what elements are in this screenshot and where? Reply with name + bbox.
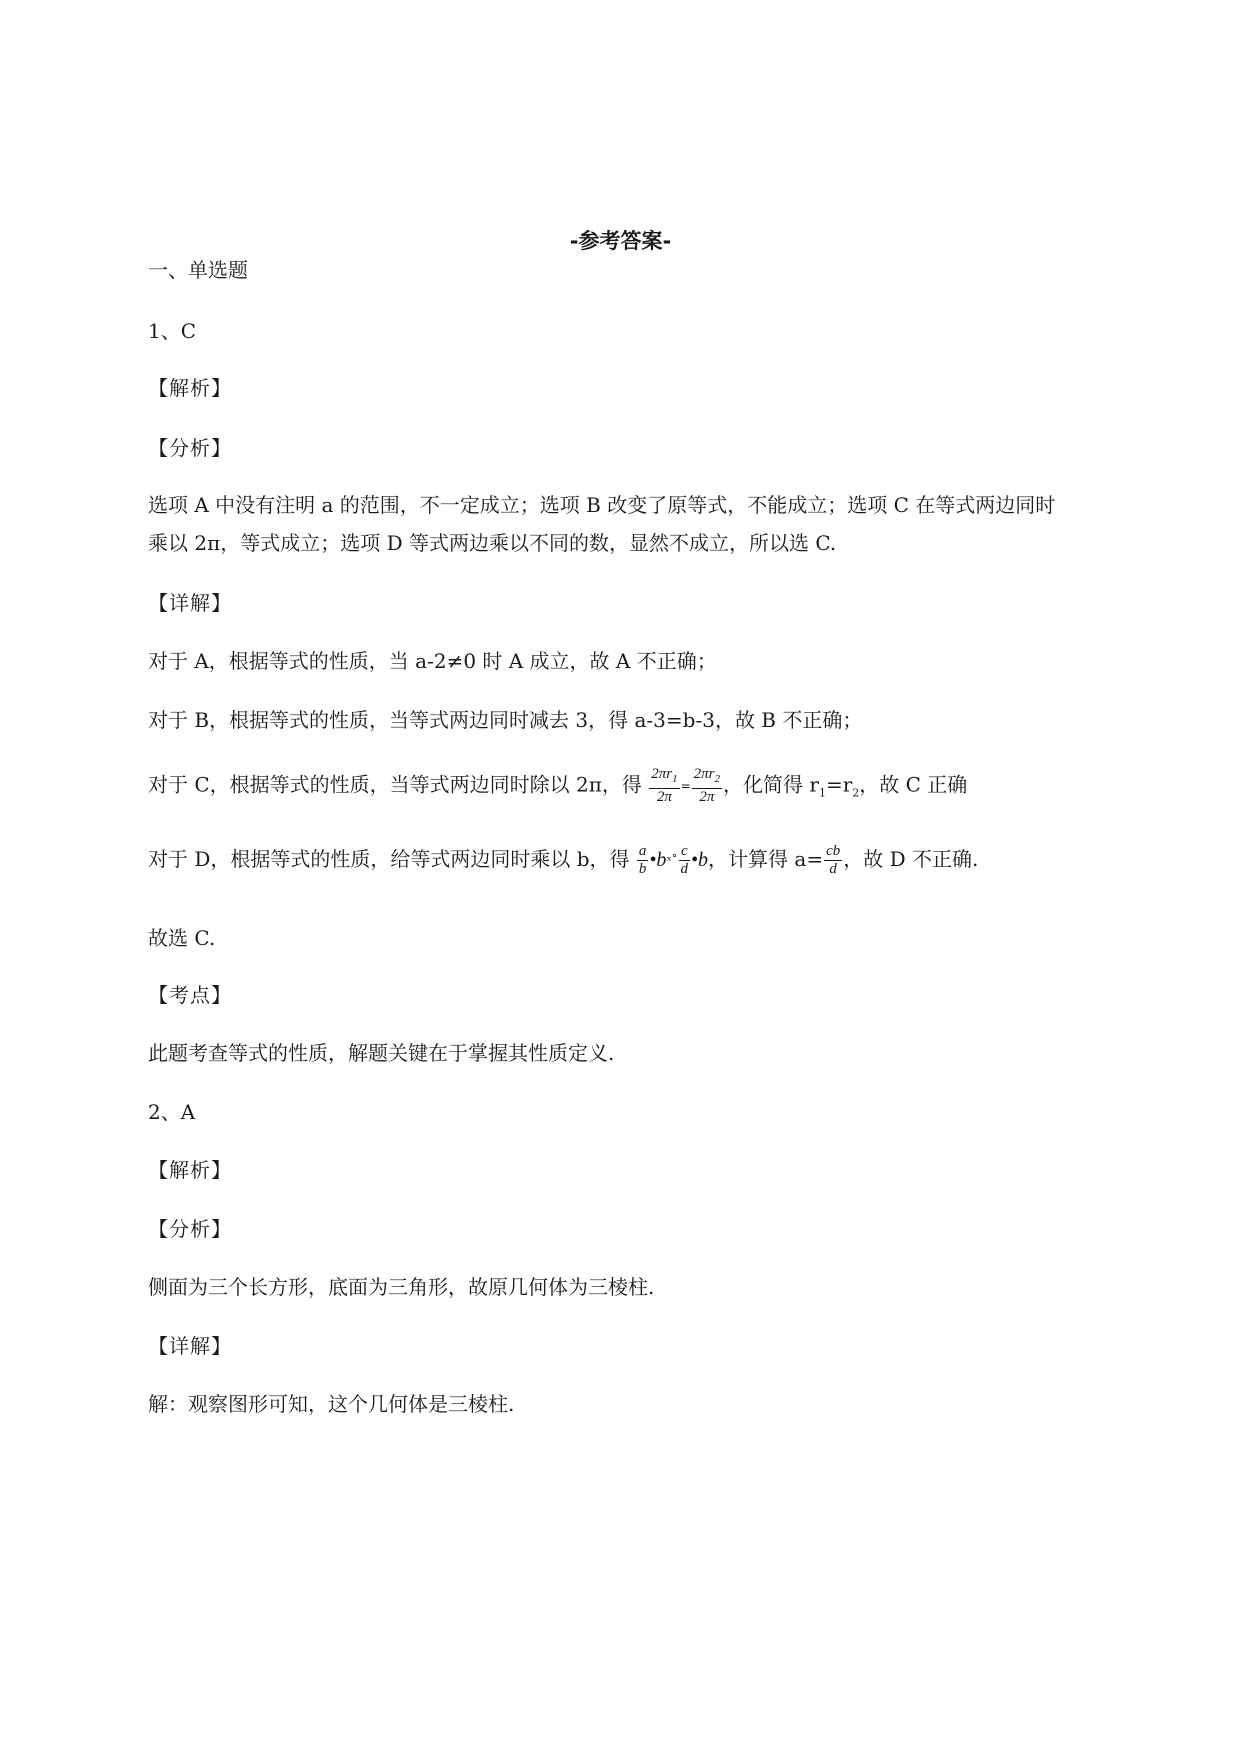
q1-xiangjie-label: 【详解】 (148, 591, 232, 615)
detail-d-suffix: ，故 D 不正确. (843, 847, 979, 871)
fraction-a-over-b (637, 843, 649, 878)
q1-detail-d (148, 843, 978, 878)
dot-b-2: •b (691, 849, 709, 871)
fraction-cb-over-d (824, 843, 842, 878)
frac-cb-denominator: d (829, 861, 837, 877)
q2-xiangjie-label: 【详解】 (148, 1334, 232, 1358)
q1-detail-c (148, 766, 967, 807)
detail-d-middle: ，计算得 a= (708, 847, 824, 871)
q2-detail: 解：观察图形可知，这个几何体是三棱柱. (148, 1392, 515, 1416)
frac2-numerator: 2πr (693, 766, 715, 782)
frac-a-denominator: b (638, 861, 647, 877)
frac-a-numerator: a (638, 843, 647, 859)
q2-fenxi-label: 【分析】 (148, 1217, 232, 1241)
q2-jiexi-label: 【解析】 (148, 1158, 232, 1182)
frac1-numerator: 2πr (651, 766, 673, 782)
q1-conclusion: 故选 C. (148, 926, 216, 950)
mid-symbol: ˣ˚ (666, 853, 678, 868)
dot-b-1: •b (649, 849, 667, 871)
detail-c-middle: ，化简得 r (723, 772, 819, 797)
frac1-numerator-sub: 1 (672, 773, 678, 785)
frac-c-numerator: c (679, 843, 691, 861)
r2-subscript: 2 (852, 786, 860, 800)
q1-detail-a: 对于 A，根据等式的性质，当 a-2≠0 时 A 成立，故 A 不正确； (148, 649, 717, 673)
q1-jiexi-label: 【解析】 (148, 376, 232, 400)
r1-subscript: 1 (818, 786, 826, 800)
q1-analysis-line1: 选项 A 中没有注明 a 的范围，不一定成立；选项 B 改变了原等式，不能成立；选项 C 在等式两边同时 (148, 493, 1056, 517)
frac2-numerator-sub: 2 (714, 773, 721, 785)
q2-analysis: 侧面为三个长方形，底面为三角形，故原几何体为三棱柱. (148, 1275, 655, 1299)
equals-sign: = (680, 779, 691, 793)
q1-number-answer: 1、C (148, 319, 197, 343)
fraction-2pir2-over-2pi (692, 766, 722, 806)
page-title: -参考答案- (569, 229, 672, 253)
frac-cb-numerator: cb (826, 843, 841, 859)
frac1-denominator: 2π (656, 789, 672, 805)
q1-detail-b: 对于 B，根据等式的性质，当等式两边同时减去 3，得 a-3=b-3，故 B 不正确； (148, 708, 863, 732)
q1-analysis-line2: 乘以 2π，等式成立；选项 D 等式两边乘以不同的数，显然不成立，所以选 C. (148, 531, 837, 555)
detail-c-suffix: ，故 C 正确 (859, 772, 968, 797)
detail-c-eq2: =r (825, 772, 853, 797)
section-heading-single-choice: 一、单选题 (148, 258, 248, 282)
frac-c-denominator: d (680, 861, 689, 877)
detail-c-prefix: 对于 C，根据等式的性质，当等式两边同时除以 2π，得 (148, 772, 642, 797)
q1-point: 此题考查等式的性质，解题关键在于掌握其性质定义. (148, 1041, 615, 1065)
frac2-denominator: 2π (699, 789, 715, 805)
detail-d-prefix: 对于 D，根据等式的性质，给等式两边同时乘以 b，得 (148, 847, 630, 871)
fraction-2pir1-over-2pi (649, 766, 679, 806)
q1-kaodian-label: 【考点】 (148, 983, 232, 1007)
q1-fenxi-label: 【分析】 (148, 436, 232, 460)
fraction-c-over-d (679, 843, 691, 878)
q2-number-answer: 2、A (148, 1100, 196, 1124)
